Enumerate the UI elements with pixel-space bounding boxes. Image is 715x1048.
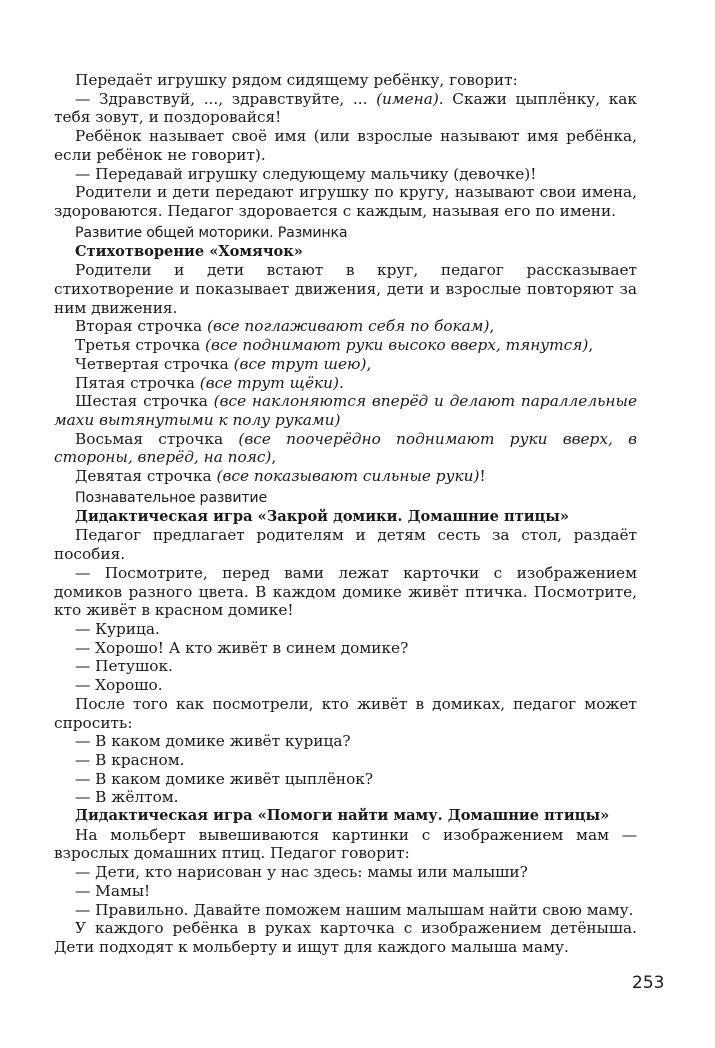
paragraph: У каждого ребёнка в руках карточка с изображением детёныша. Дети подходят к мольберту и ищут для каждого малыша маму. bbox=[54, 919, 637, 956]
paragraph: На мольберт вывешиваются картинки с изображением мам — взрослых домашних птиц. Педагог говорит: bbox=[54, 825, 637, 863]
paragraph: Родители и дети встают в круг, педагог рассказывает стихотворение и показывает движения, дети и взрослые повторяют за ним движения. bbox=[54, 261, 637, 317]
subheading: Дидактическая игра «Помоги найти маму. Домашние птицы» bbox=[75, 807, 610, 825]
poem-line: Пятая строчка (все трут щёки). bbox=[75, 373, 344, 392]
subheading: Стихотворение «Хомячок» bbox=[75, 242, 303, 260]
paragraph: — Хорошо! А кто живёт в синем домике? bbox=[75, 638, 409, 657]
paragraph: — В красном. bbox=[75, 750, 185, 769]
paragraph: — Курица. bbox=[75, 619, 160, 638]
poem-line: Шестая строчка (все наклоняются вперёд и делают параллельные махи вытянутыми к полу руками) bbox=[54, 392, 637, 429]
paragraph: После того как посмотрели, кто живёт в домиках, педагог может спросить: bbox=[54, 694, 637, 732]
paragraph: — Мамы! bbox=[75, 881, 151, 900]
italic-note: (имена) bbox=[376, 89, 439, 108]
paragraph: Ребёнок называет своё имя (или взрослые называют имя ребёнка, если ребёнок не говорит). bbox=[54, 127, 637, 164]
page-number: 253 bbox=[632, 973, 665, 993]
poem-line: Девятая строчка (все показывают сильные руки)! bbox=[75, 467, 486, 486]
paragraph: — Хорошо. bbox=[75, 676, 163, 695]
paragraph: — Дети, кто нарисован у нас здесь: мамы или малыши? bbox=[75, 863, 528, 882]
section-heading: Познавательное развитие bbox=[75, 489, 267, 506]
paragraph: Педагог предлагает родителям и детям сесть за стол, раздаёт пособия. bbox=[54, 526, 637, 564]
paragraph: — Передавай игрушку следующему мальчику (девочке)! bbox=[75, 164, 537, 183]
paragraph: — Правильно. Давайте поможем нашим малышам найти свою маму. bbox=[75, 900, 634, 919]
poem-line: Третья строчка (все поднимают руки высоко вверх, тянутся), bbox=[75, 336, 594, 355]
dialogue-part: — Здравствуй, ..., здравствуйте, ... bbox=[75, 89, 377, 108]
section-heading: Развитие общей моторики. Разминка bbox=[75, 224, 348, 241]
paragraph: — Посмотрите, перед вами лежат карточки с изображением домиков разного цвета. В каждом домике живёт птичка. Посмотрите, кто живёт в красном домике! bbox=[54, 563, 637, 620]
subheading: Дидактическая игра «Закрой домики. Домашние птицы» bbox=[75, 507, 570, 525]
paragraph: Передаёт игрушку рядом сидящему ребёнку, говорит: bbox=[75, 71, 518, 89]
paragraph: Родители и дети передают игрушку по кругу, называют свои имена, здороваются. Педагог здоровается с каждым, называя его по имени. bbox=[54, 183, 637, 220]
page-text bbox=[54, 71, 637, 957]
dialogue-part: . Скажи цыплёнку, как тебя зовут, и поздоровайся! bbox=[54, 89, 637, 127]
paragraph: — В жёлтом. bbox=[75, 788, 179, 807]
poem-line: Четвертая строчка (все трут шею), bbox=[75, 354, 372, 373]
paragraph: — В каком домике живёт цыплёнок? bbox=[75, 769, 374, 788]
paragraph: — Петушок. bbox=[75, 657, 173, 676]
paragraph: — В каком домике живёт курица? bbox=[75, 732, 351, 751]
paragraph-dialogue bbox=[54, 90, 637, 127]
poem-line: Восьмая строчка (все поочерёдно поднимают руки вверх, в стороны, вперёд, на пояс), bbox=[54, 429, 637, 467]
poem-line: Вторая строчка (все поглаживают себя по бокам), bbox=[75, 317, 495, 336]
